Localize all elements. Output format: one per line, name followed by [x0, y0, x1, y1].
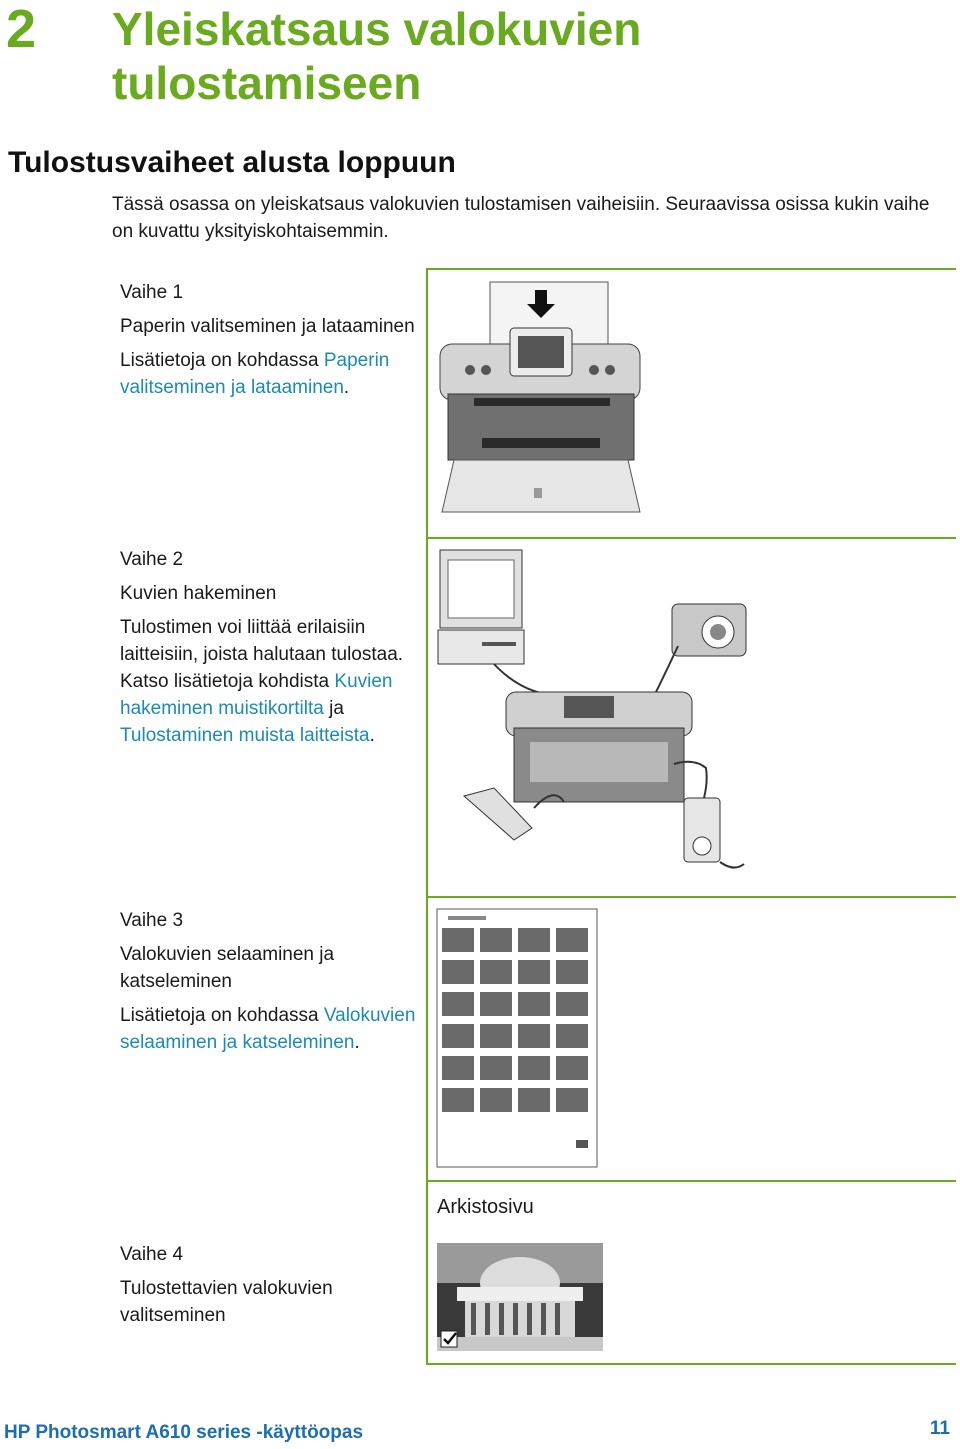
step-link[interactable]: Valokuvien selaaminen ja katseleminen — [120, 1005, 416, 1053]
step-link[interactable]: Paperin valitseminen ja lataaminen — [120, 350, 390, 398]
table-rule-3 — [428, 896, 956, 898]
table-rule-1 — [428, 268, 956, 270]
chapter-number: 2 — [6, 0, 37, 59]
footer-title: HP Photosmart A610 series -käyttöopas — [4, 1422, 364, 1443]
step-title: Paperin valitseminen ja lataaminen — [120, 316, 415, 337]
step-1 — [120, 279, 420, 401]
chapter-title: Yleiskatsaus valokuvien tulostamiseen — [112, 3, 642, 109]
step-text-after: . — [369, 725, 375, 746]
step-text-after: . — [354, 1032, 360, 1053]
step-3 — [120, 907, 420, 1056]
printer-connections-illustration — [434, 546, 754, 880]
section-title: Tulostusvaiheet alusta loppuun — [8, 146, 456, 179]
step-title: Tulostettavien valokuvien valitseminen — [120, 1278, 333, 1326]
step-title: Valokuvien selaaminen ja katseleminen — [120, 944, 335, 992]
step-4 — [120, 1241, 420, 1336]
step-text-before: Lisätietoja on kohdassa — [120, 350, 324, 371]
step-text-after: . — [343, 377, 350, 398]
step-label: Vaihe 2 — [120, 549, 184, 570]
step-2 — [120, 546, 420, 749]
table-rule-2 — [428, 537, 956, 539]
step-text — [120, 614, 420, 749]
section-intro: Tässä osassa on yleiskatsaus valokuvien tulostamisen vaiheisiin. Seuraavissa osissa kukin vaihe on kuvattu yksityiskohtaisemmin. — [112, 194, 930, 242]
page-number: 11 — [929, 1418, 950, 1439]
table-vertical-rule — [426, 268, 428, 1365]
step-link[interactable]: Kuvien hakeminen muistikortilta — [120, 671, 393, 719]
step-label: Vaihe 4 — [120, 1244, 184, 1265]
step-link-2[interactable]: Tulostaminen muista laitteista — [120, 725, 370, 746]
figure-caption: Arkistosivu — [437, 1196, 534, 1218]
step-label: Vaihe 1 — [120, 282, 184, 303]
step-title: Kuvien hakeminen — [120, 583, 277, 604]
selected-photo-illustration — [437, 1243, 603, 1351]
printer-loading-paper-illustration — [434, 278, 646, 518]
table-rule-4 — [428, 1180, 956, 1182]
step-text-before: Lisätietoja on kohdassa — [120, 1005, 324, 1026]
table-rule-5 — [428, 1363, 956, 1365]
step-text — [120, 347, 420, 401]
step-text-mid: ja — [323, 698, 344, 719]
step-text-before: Tulostimen voi liittää erilaisiin laitteisiin, joista halutaan tulostaa. Katso lisätietoja kohdista — [120, 617, 404, 692]
step-text — [120, 1002, 420, 1056]
step-label: Vaihe 3 — [120, 910, 184, 931]
photo-index-sheet-illustration — [436, 908, 600, 1170]
